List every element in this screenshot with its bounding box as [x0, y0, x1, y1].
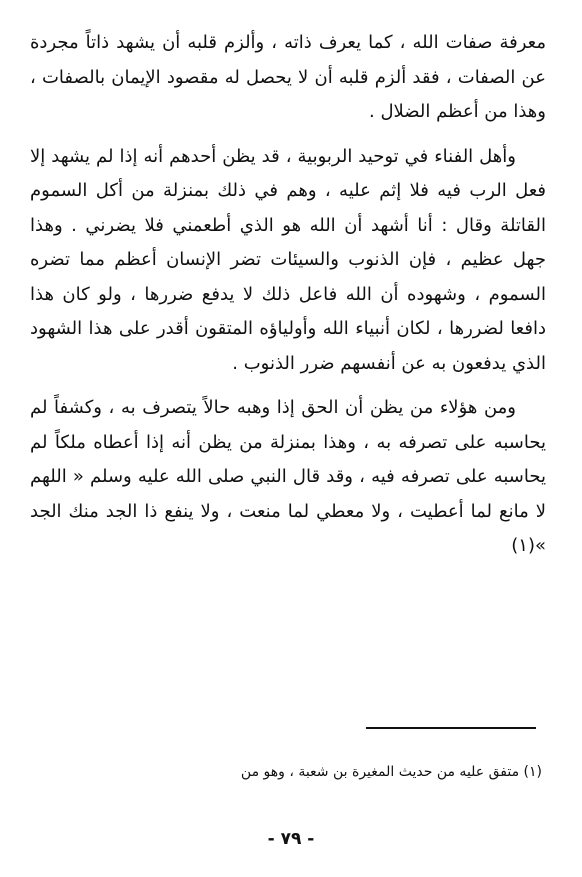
footnote: (١) متفق عليه من حديث المغيرة بن شعبة ، وهو من: [240, 764, 542, 780]
paragraph-3: ومن هؤلاء من يظن أن الحق إذا وهبه حالاً يتصرف به ، وكشفاً لم يحاسبه على تصرفه به ، وهذا بمنزلة من يظن أنه إذا أعطاه ملكاً لم يحاسبه على تصرفه فيه ، وقد قال النبي صلى الله عليه وسلم « اللهم لا مانع لما أعطيت ، ولا معطي لما منعت ، ولا ينفع ذا الجد منك الجد »(١): [30, 397, 546, 556]
paragraph-1: معرفة صفات الله ، كما يعرف ذاته ، وألزم قلبه أن يشهد ذاتاً مجردة عن الصفات ، فقد ألزم قلبه أن لا يحصل له مقصود الإيمان بالصفات ، وهذا من أعظم الضلال .: [30, 32, 546, 122]
page-number: - ٧٩ -: [267, 829, 315, 849]
footnote-separator: [366, 727, 536, 729]
main-text: [30, 26, 546, 564]
paragraph-2: وأهل الفناء في توحيد الربوبية ، قد يظن أحدهم أنه إذا لم يشهد إلا فعل الرب فيه فلا إثم عليه ، وهم في ذلك بمنزلة من أكل السموم القاتلة وقال : أنا أشهد أن الله هو الذي أطعمني فلا يضرني . وهذا جهل عظيم ، فإن الذنوب والسيئات تضر الإنسان أعظم مما تضره السموم ، وشهوده أن الله فاعل ذلك لا يدفع ضررها ، ولو كان هذا دافعا لضررها ، لكان أنبياء الله وأولياؤه المتقون أقدر على هذا الشهود الذي يدفعون به عن أنفسهم ضرر الذنوب .: [30, 145, 546, 374]
